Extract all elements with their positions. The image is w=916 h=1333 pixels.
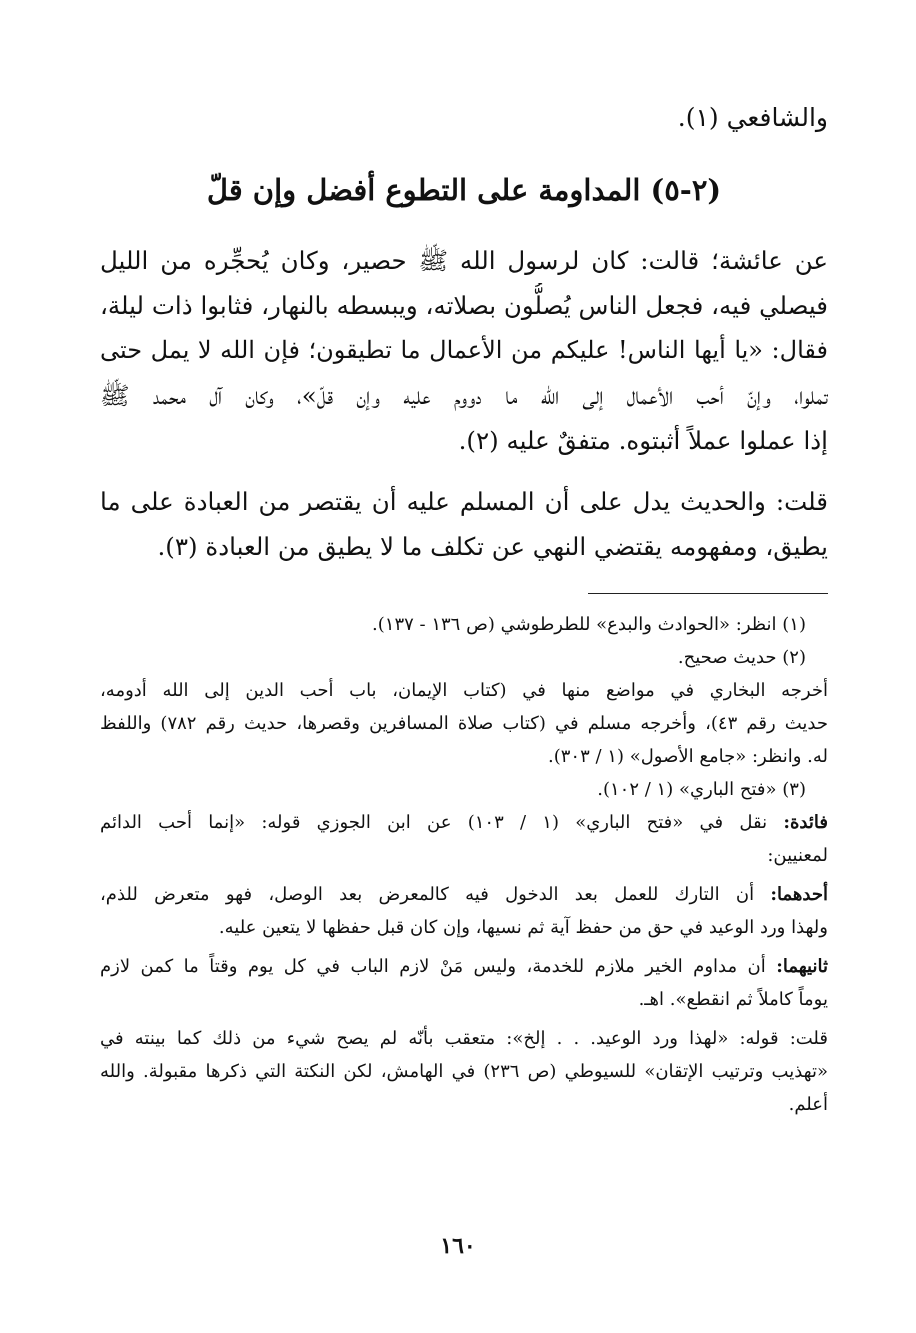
hadith-line: فقال: «يا أيها الناس! عليكم من الأعمال ما تطيقون؛ فإن الله لا يمل حتى [100, 336, 828, 364]
hadith-line: عن عائشة؛ قالت: كان لرسول الله ﷺ حصير، وكان يُحجِّره من الليل [100, 246, 828, 275]
first-reason-line: ولهذا ورد الوعيد في حق من حفظ آية ثم نسيها، وإن كان قبل حفظها لا يتعين عليه. [218, 917, 828, 938]
faida-line: لمعنيين: [767, 845, 828, 866]
second-reason-line [100, 950, 828, 983]
footnote-2: (٢) حديث صحيح. [677, 647, 806, 668]
second-reason-label: ثانيهما: [776, 956, 828, 977]
footnote-2-body-line: له. وانظر: «جامع الأصول» (١ / ٣٠٣). [548, 746, 828, 767]
faida-line [100, 806, 828, 839]
footnote-2-body-line: حديث رقم ٤٣)، وأخرجه مسلم في (كتاب صلاة المسافرين وقصرها، حديث رقم ٧٨٢) واللفظ [100, 713, 828, 734]
faida-text: نقل في «فتح الباري» (١ / ١٠٣) عن ابن الجوزي قوله: «إنما أحب الدائم [100, 812, 768, 833]
footnotes [100, 608, 828, 1121]
second-reason-text: أن مداوم الخير ملازم للخدمة، وليس مَنْ لازم الباب في كل يوم وقتاً ما كمن لازم [100, 956, 766, 977]
page-number: ١٦٠ [440, 1233, 476, 1259]
first-reason-text: أن التارك للعمل بعد الدخول فيه كالمعرض بعد الوصل، فهو متعرض للذم، [100, 884, 755, 905]
intro-line [100, 98, 828, 138]
footnote-2-body-line: أخرجه البخاري في مواضع منها في (كتاب الإيمان، باب أحب الدين إلى الله أدومه، [100, 680, 828, 701]
second-reason-line: يوماً كاملاً ثم انقطع». اهـ. [638, 989, 828, 1010]
footnote-3: (٣) «فتح الباري» (١ / ١٠٢). [597, 779, 806, 800]
main-text [100, 238, 828, 569]
hadith-line: تملوا، وإنّ أحب الأعمال إلى الله ما دووم عليه وإن قلّ»، وكان آل محمد ﷺ [100, 381, 828, 410]
footnote-separator [588, 593, 828, 594]
comment-line: قلت: والحديث يدل على أن المسلم عليه أن يقتصر من العبادة على ما [100, 487, 828, 516]
footnote-1: (١) انظر: «الحوادث والبدع» للطرطوشي (ص ١٣٦ - ١٣٧). [372, 614, 806, 635]
section-heading: (٢-٥) المداومة على التطوع أفضل وإن قلّ [206, 173, 722, 207]
final-note-line: قلت: قوله: «لهذا ورد الوعيد. . . إلخ»: متعقب بأنّه لم يصح شيء من ذلك كما بينته في [100, 1028, 828, 1049]
first-reason-label: أحدهما: [770, 884, 828, 905]
hadith-line: فيصلي فيه، فجعل الناس يُصلُّون بصلاته، ويبسطه بالنهار، فثابوا ذات ليلة، [100, 291, 828, 320]
first-reason-line [100, 878, 828, 911]
hadith-line: إذا عملوا عملاً أثبتوه. متفقٌ عليه (٢). [458, 426, 828, 455]
final-note-line: «تهذيب وترتيب الإتقان» للسيوطي (ص ٢٣٦) في الهامش، لكن النكتة التي ذكرها مقبولة. والله [100, 1061, 828, 1082]
intro-text: والشافعي (١). [677, 103, 828, 132]
comment-line: يطيق، ومفهومه يقتضي النهي عن تكلف ما لا يطيق من العبادة (٣). [157, 532, 828, 561]
final-note-line: أعلم. [788, 1094, 828, 1115]
faida-label: فائدة: [783, 812, 828, 833]
paragraph-gap [100, 463, 828, 479]
